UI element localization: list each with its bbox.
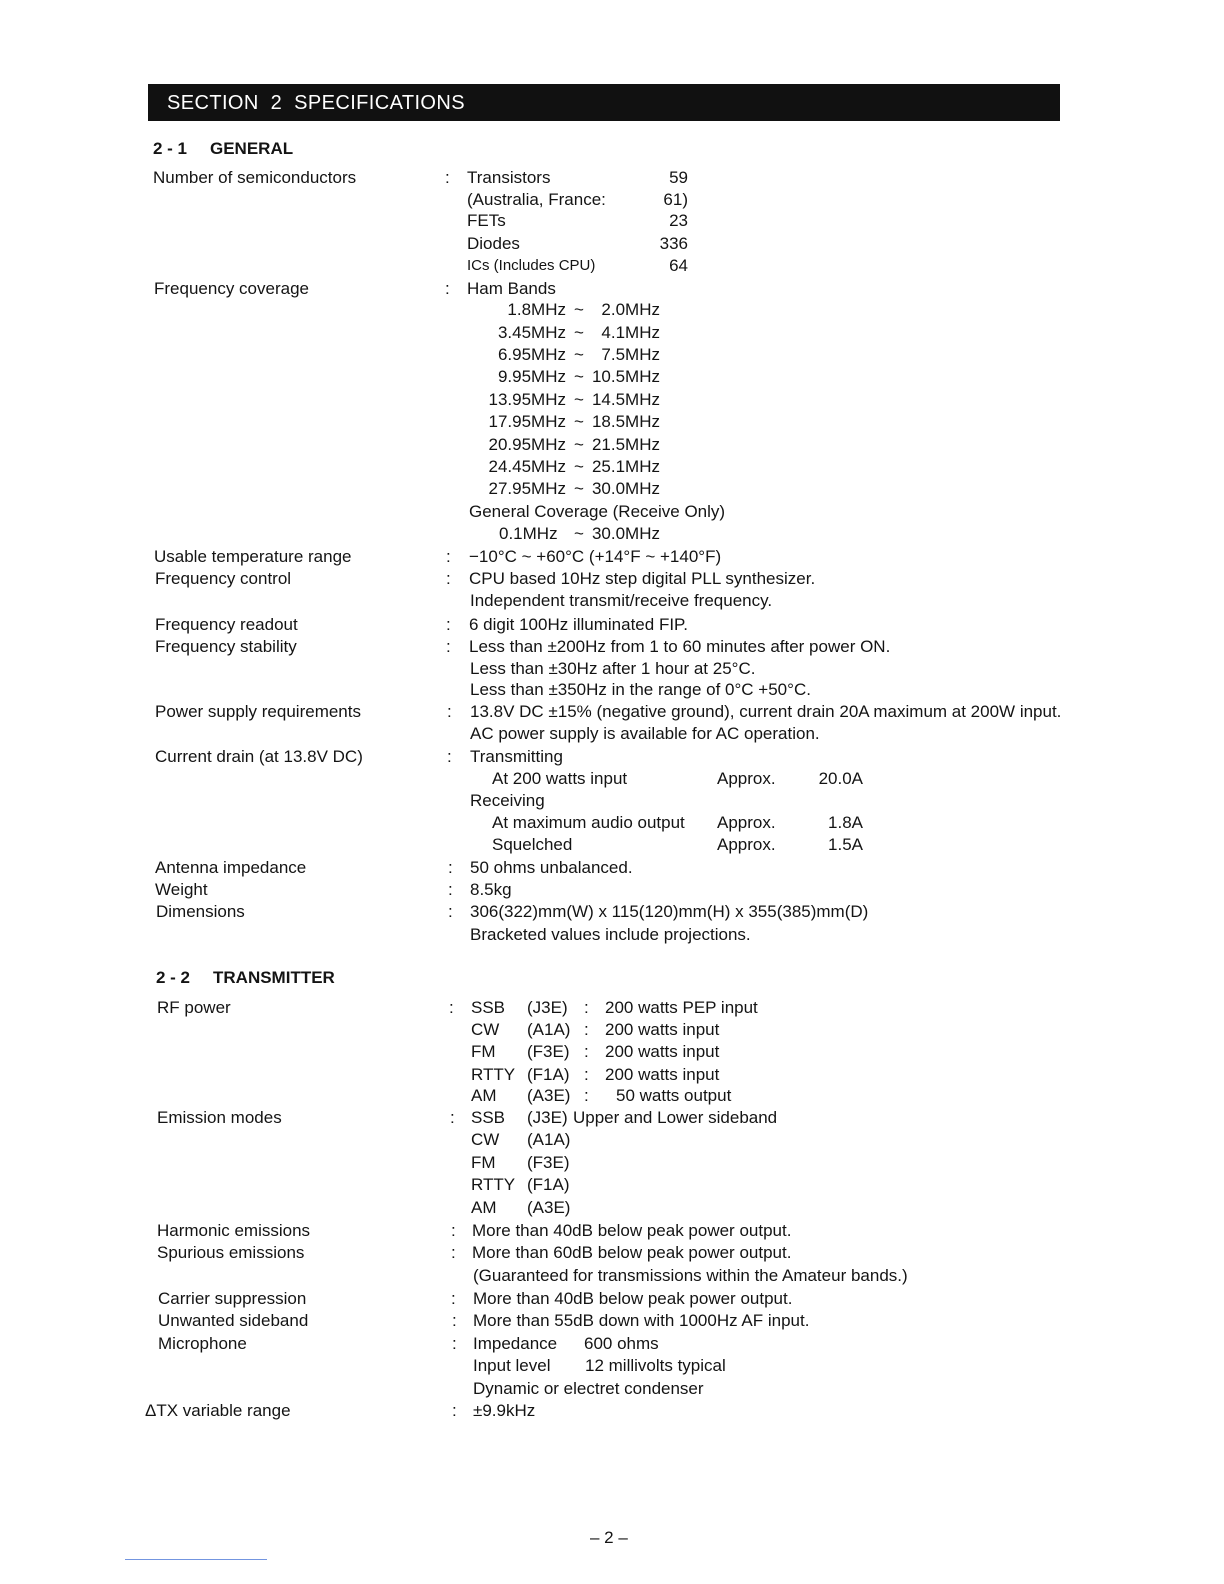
spec-value: CPU based 10Hz step digital PLL synthesizer. <box>469 569 816 588</box>
band-from: 1.8MHz <box>507 300 566 319</box>
section-header-bar <box>148 84 1060 121</box>
spec-label: Carrier suppression <box>158 1289 307 1308</box>
spec-label: RF power <box>157 998 231 1017</box>
general-coverage-title: General Coverage (Receive Only) <box>469 502 726 521</box>
spec-label: Power supply requirements <box>155 702 361 721</box>
emission-code: (F1A) <box>527 1175 570 1194</box>
band-to: 4.1MHz <box>601 323 660 342</box>
band-from: 13.95MHz <box>488 390 566 409</box>
spec-label: Harmonic emissions <box>157 1221 311 1240</box>
band-from: 17.95MHz <box>488 412 566 431</box>
rf-value: 200 watts input <box>605 1065 720 1084</box>
rf-colon: : <box>584 1065 589 1084</box>
band-from: 3.45MHz <box>497 323 566 342</box>
spec-colon: : <box>450 1108 455 1127</box>
rf-colon: : <box>584 1086 589 1105</box>
semiconductor-count: 61) <box>663 190 688 209</box>
spec-label: Microphone <box>158 1334 247 1353</box>
spec-label: Number of semiconductors <box>153 168 357 187</box>
spec-value: 13.8V DC ±15% (negative ground), current drain 20A maximum at 200W input. <box>470 702 1062 721</box>
receiving-title: Receiving <box>470 791 545 810</box>
spec-label: Dimensions <box>156 902 245 921</box>
rf-mode: FM <box>471 1042 496 1061</box>
band-range-sep: ~ <box>574 345 584 364</box>
spec-value: More than 40dB below peak power output. <box>472 1221 792 1240</box>
ham-bands-title: Ham Bands <box>467 279 556 298</box>
spec-colon: : <box>451 1289 456 1308</box>
spec-value: 6 digit 100Hz illuminated FIP. <box>469 615 688 634</box>
emission-note: Upper and Lower sideband <box>573 1108 778 1127</box>
band-range-sep: ~ <box>574 367 584 386</box>
spec-colon: : <box>445 279 450 298</box>
band-range-sep: ~ <box>574 412 584 431</box>
spec-value: 50 ohms unbalanced. <box>470 858 633 877</box>
semiconductor-name: Transistors <box>467 168 551 187</box>
spec-value: (Guaranteed for transmissions within the Amateur bands.) <box>473 1266 908 1285</box>
band-to: 14.5MHz <box>591 390 660 409</box>
band-from: 20.95MHz <box>488 435 566 454</box>
transmitting-title: Transmitting <box>470 747 563 766</box>
section-heading: GENERAL <box>210 139 294 158</box>
rf-colon: : <box>584 998 589 1017</box>
rf-code: (A3E) <box>527 1086 571 1105</box>
rf-colon: : <box>584 1042 589 1061</box>
spec-value: ±9.9kHz <box>473 1401 536 1420</box>
spec-colon: : <box>447 747 452 766</box>
spec-colon: : <box>446 547 451 566</box>
spec-colon: : <box>446 569 451 588</box>
mic-impedance-value: 600 ohms <box>584 1334 659 1353</box>
spec-value: 306(322)mm(W) x 115(120)mm(H) x 355(385)mm(D) <box>470 902 869 921</box>
rf-code: (F1A) <box>527 1065 570 1084</box>
band-range-sep: ~ <box>574 435 584 454</box>
spec-value: Less than ±350Hz in the range of 0°C +50°C. <box>470 680 811 699</box>
drain-condition: At 200 watts input <box>492 769 628 788</box>
spec-label: Frequency control <box>155 569 292 588</box>
band-to: 25.1MHz <box>591 457 660 476</box>
section-number: 2 - 1 <box>153 139 188 158</box>
mic-input-label: Input level <box>473 1356 551 1375</box>
spec-colon: : <box>452 1334 457 1353</box>
band-to: 30.0MHz <box>591 524 660 543</box>
section-title: SECTION 2 SPECIFICATIONS <box>167 92 465 114</box>
rf-value: 200 watts PEP input <box>605 998 758 1017</box>
drain-approx: Approx. <box>717 835 776 854</box>
spec-label: Current drain (at 13.8V DC) <box>155 747 363 766</box>
band-range-sep: ~ <box>574 479 584 498</box>
spec-value: Less than ±200Hz from 1 to 60 minutes after power ON. <box>469 637 891 656</box>
band-range-sep: ~ <box>574 457 584 476</box>
rf-code: (J3E) <box>527 998 568 1017</box>
semiconductor-count: 23 <box>669 211 688 230</box>
semiconductor-count: 336 <box>659 234 688 253</box>
spec-colon: : <box>448 902 453 921</box>
rf-mode: SSB <box>471 998 506 1017</box>
spec-label: Spurious emissions <box>157 1243 305 1262</box>
emission-mode: RTTY <box>471 1175 516 1194</box>
rf-mode: AM <box>471 1086 497 1105</box>
semiconductor-name: (Australia, France: <box>467 190 606 209</box>
scan-artifact-line <box>125 1559 267 1560</box>
band-to: 21.5MHz <box>591 435 660 454</box>
spec-value: AC power supply is available for AC operation. <box>470 724 820 743</box>
band-to: 10.5MHz <box>591 367 660 386</box>
drain-value: 20.0A <box>818 769 863 788</box>
spec-colon: : <box>452 1311 457 1330</box>
spec-colon: : <box>445 168 450 187</box>
semiconductor-name: ICs (Includes CPU) <box>467 257 596 274</box>
spec-label: Weight <box>155 880 208 899</box>
rf-mode: CW <box>471 1020 500 1039</box>
drain-value: 1.5A <box>828 835 863 854</box>
drain-approx: Approx. <box>717 769 776 788</box>
spec-value: More than 55dB down with 1000Hz AF input. <box>473 1311 810 1330</box>
emission-mode: AM <box>471 1198 497 1217</box>
rf-value: 50 watts output <box>616 1086 732 1105</box>
band-range-sep: ~ <box>574 300 584 319</box>
emission-mode: CW <box>471 1130 500 1149</box>
spec-value: Bracketed values include projections. <box>470 925 751 944</box>
spec-label: ΔTX variable range <box>145 1401 291 1420</box>
band-range-sep: ~ <box>574 390 584 409</box>
spec-label: Frequency coverage <box>154 279 309 298</box>
mic-type: Dynamic or electret condenser <box>473 1379 704 1398</box>
band-range-sep: ~ <box>574 524 584 543</box>
spec-label: Frequency readout <box>155 615 298 634</box>
spec-label: Antenna impedance <box>155 858 307 877</box>
section-heading: TRANSMITTER <box>213 968 335 987</box>
mic-impedance-label: Impedance <box>473 1334 558 1353</box>
spec-value: −10°C ~ +60°C (+14°F ~ +140°F) <box>469 547 722 566</box>
band-from: 6.95MHz <box>497 345 566 364</box>
spec-colon: : <box>449 998 454 1017</box>
emission-code: (F3E) <box>527 1153 570 1172</box>
band-from: 24.45MHz <box>488 457 566 476</box>
drain-condition: Squelched <box>492 835 573 854</box>
rf-value: 200 watts input <box>605 1042 720 1061</box>
band-to: 30.0MHz <box>591 479 660 498</box>
emission-code: (A1A) <box>527 1130 571 1149</box>
band-from: 9.95MHz <box>497 367 566 386</box>
semiconductor-name: Diodes <box>467 234 520 253</box>
spec-colon: : <box>451 1221 456 1240</box>
drain-approx: Approx. <box>717 813 776 832</box>
rf-code: (F3E) <box>527 1042 570 1061</box>
drain-condition: At maximum audio output <box>492 813 685 832</box>
band-from: 27.95MHz <box>488 479 566 498</box>
drain-value: 1.8A <box>828 813 863 832</box>
band-range-sep: ~ <box>574 323 584 342</box>
page-number: – 2 – <box>590 1528 628 1547</box>
section-number: 2 - 2 <box>156 968 191 987</box>
rf-value: 200 watts input <box>605 1020 720 1039</box>
spec-label: Frequency stability <box>155 637 297 656</box>
spec-colon: : <box>448 858 453 877</box>
semiconductor-count: 59 <box>669 168 688 187</box>
band-to: 2.0MHz <box>601 300 660 319</box>
emission-mode: FM <box>471 1153 496 1172</box>
spec-label: Usable temperature range <box>154 547 352 566</box>
spec-value: More than 60dB below peak power output. <box>472 1243 792 1262</box>
spec-colon: : <box>448 880 453 899</box>
spec-colon: : <box>446 615 451 634</box>
emission-code: (A3E) <box>527 1198 571 1217</box>
emission-code: (J3E) <box>527 1108 568 1127</box>
spec-colon: : <box>447 702 452 721</box>
spec-colon: : <box>452 1401 457 1420</box>
semiconductor-count: 64 <box>669 256 688 275</box>
rf-colon: : <box>584 1020 589 1039</box>
spec-value: More than 40dB below peak power output. <box>473 1289 793 1308</box>
spec-colon: : <box>446 637 451 656</box>
spec-value: Less than ±30Hz after 1 hour at 25°C. <box>470 659 756 678</box>
spec-value: Independent transmit/receive frequency. <box>470 591 773 610</box>
semiconductor-name: FETs <box>467 211 506 230</box>
rf-mode: RTTY <box>471 1065 516 1084</box>
band-from: 0.1MHz <box>499 524 558 543</box>
spec-colon: : <box>451 1243 456 1262</box>
emission-mode: SSB <box>471 1108 506 1127</box>
band-to: 7.5MHz <box>601 345 660 364</box>
rf-code: (A1A) <box>527 1020 571 1039</box>
spec-label: Unwanted sideband <box>158 1311 309 1330</box>
band-to: 18.5MHz <box>591 412 660 431</box>
mic-input-value: 12 millivolts typical <box>585 1356 726 1375</box>
spec-value: 8.5kg <box>470 880 512 899</box>
spec-label: Emission modes <box>157 1108 282 1127</box>
